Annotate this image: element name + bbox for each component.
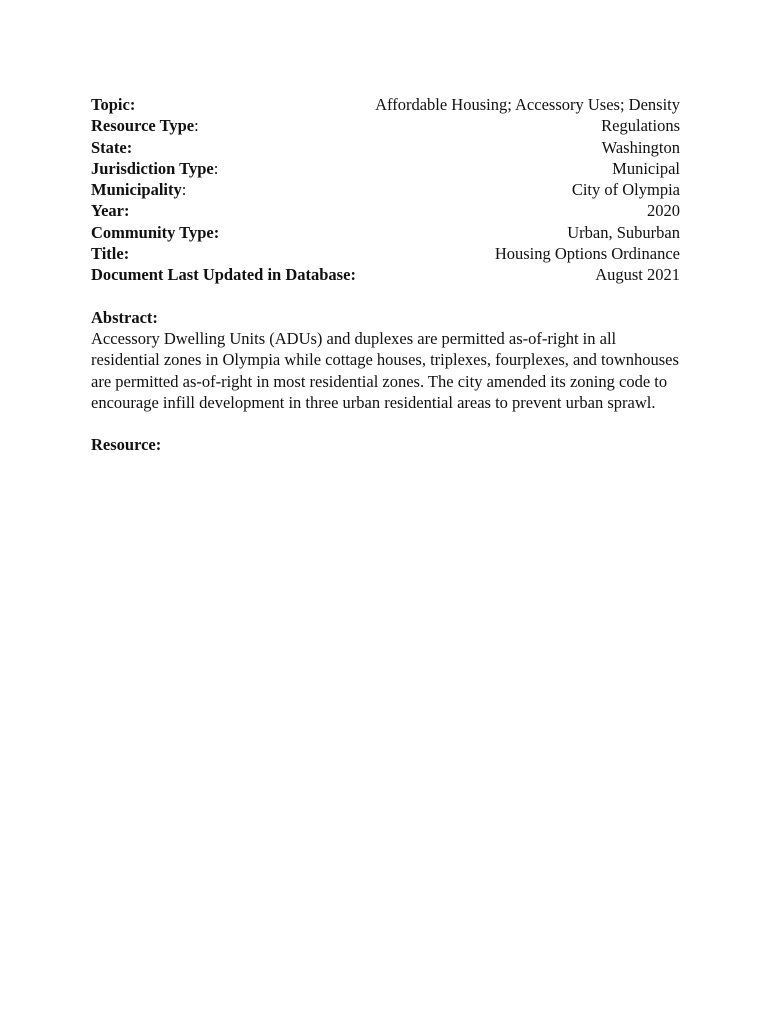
document-page: [91, 94, 680, 455]
metadata-label: State:: [91, 137, 133, 157]
metadata-row: [91, 137, 680, 158]
metadata-value: Affordable Housing; Accessory Uses; Density: [375, 95, 680, 114]
metadata-row: [91, 222, 680, 243]
metadata-row: [91, 115, 680, 136]
metadata-list: [91, 94, 680, 286]
metadata-label: Year:: [91, 201, 130, 221]
metadata-value: Regulations: [601, 116, 680, 136]
metadata-row: [91, 264, 680, 285]
metadata-label: Municipality:: [91, 180, 187, 200]
abstract-text: Accessory Dwelling Units (ADUs) and duplexes are permitted as-of-right in all residential zones in Olympia while cottage houses, triplexes, fourplexes, and townhouses are permitted as-of-right in most residential zones. The city amended its zoning code to encourage infill development in three urban residential areas to prevent urban sprawl.: [91, 328, 679, 412]
metadata-row: [91, 158, 680, 179]
metadata-label: Resource Type:: [91, 116, 199, 136]
metadata-value: City of Olympia: [571, 180, 680, 200]
metadata-label: Title:: [91, 244, 130, 264]
metadata-value: Urban, Suburban: [567, 222, 680, 242]
metadata-row: [91, 179, 680, 200]
metadata-value: Municipal: [612, 158, 680, 178]
metadata-row: [91, 200, 680, 221]
metadata-row: [91, 94, 680, 115]
metadata-label: Community Type:: [91, 222, 220, 242]
resource-heading: Resource:: [91, 435, 162, 455]
metadata-value: Housing Options Ordinance: [494, 244, 680, 264]
metadata-row: [91, 243, 680, 264]
abstract-heading: Abstract:: [91, 307, 158, 327]
metadata-value: 2020: [647, 201, 680, 221]
metadata-label: Document Last Updated in Database:: [91, 265, 356, 285]
metadata-value: Washington: [601, 137, 680, 157]
metadata-label: Jurisdiction Type:: [91, 158, 219, 178]
metadata-value: August 2021: [595, 265, 680, 285]
metadata-label: Topic:: [91, 95, 136, 114]
